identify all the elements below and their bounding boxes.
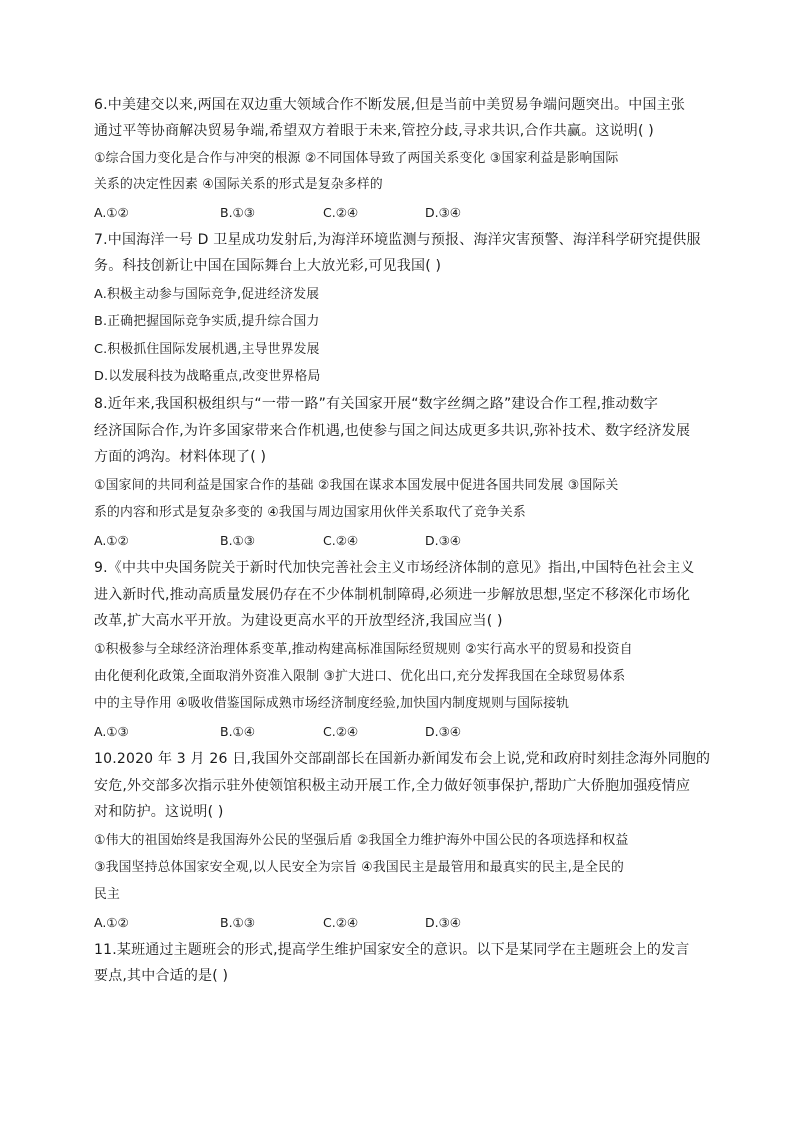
q7-option-a: A.积极主动参与国际竞争,促进经济发展 [94,287,320,302]
q8-stem-line-3: 方面的鸿沟。材料体现了( ) [94,449,267,465]
q9-choice-a: A.①③ [94,724,129,739]
q6-choice-d: D.③④ [425,205,462,220]
q7-option-b: B.正确把握国际竞争实质,提升综合国力 [94,314,320,329]
q8-stem-line-2: 经济国际合作,为许多国家带来合作机遇,也使参与国之间达成更多共识,弥补技术、数字经济发展 [94,423,691,439]
q10-stem-line-3: 对和防护。这说明( ) [94,804,224,820]
q6-choice-c: C.②④ [323,205,359,220]
q9-choice-b: B.①④ [220,724,255,739]
q8-statement-line-1: ①国家间的共同利益是国家合作的基础 ②我国在谋求本国发展中促进各国共同发展 ③国际关 [94,478,619,493]
q8-choice-b: B.①③ [220,533,255,548]
q8-choice-a: A.①② [94,533,129,548]
q10-choice-a: A.①② [94,915,129,930]
q9-stem-line-1: 9.《中共中央国务院关于新时代加快完善社会主义市场经济体制的意见》指出,中国特色社会主义 [94,560,695,576]
q7-option-c: C.积极抓住国际发展机遇,主导世界发展 [94,342,320,357]
q10-statement-line-2: ③我国坚持总体国家安全观,以人民安全为宗旨 ④我国民主是最管用和最真实的民主,是全民的 [94,860,625,875]
q10-choice-c: C.②④ [323,915,359,930]
q11-stem-line-1: 11.某班通过主题班会的形式,提高学生维护国家安全的意识。以下是某同学在主题班会上的发言 [94,942,690,958]
q10-stem-line-2: 安危,外交部多次指示驻外使领馆积极主动开展工作,全力做好领事保护,帮助广大侨胞加强疫情应 [94,778,691,794]
q8-statement-line-2: 系的内容和形式是复杂多变的 ④我国与周边国家用伙伴关系取代了竞争关系 [94,505,526,520]
q8-choice-c: C.②④ [323,533,359,548]
q6-choice-b: B.①③ [220,205,255,220]
q10-choice-d: D.③④ [425,915,462,930]
q9-stem-line-2: 进入新时代,推动高质量发展仍存在不少体制机制障碍,必须进一步解放思想,坚定不移深化市场化 [94,587,691,603]
q6-stem-line-2: 通过平等协商解决贸易争端,希望双方着眼于未来,管控分歧,寻求共识,合作共赢。这说明( ) [94,123,654,139]
q6-statement-line-2: 关系的决定性因素 ④国际关系的形式是复杂多样的 [94,177,383,192]
q10-statement-line-1: ①伟大的祖国始终是我国海外公民的坚强后盾 ②我国全力维护海外中国公民的各项选择和权益 [94,833,629,848]
q9-statement-line-2: 由化便利化政策,全面取消外资准入限制 ③扩大进口、优化出口,充分发挥我国在全球贸易体系 [94,669,626,684]
q10-statement-line-3: 民主 [94,887,120,902]
q11-stem-line-2: 要点,其中合适的是( ) [94,968,229,984]
q9-choice-c: C.②④ [323,724,359,739]
q7-stem-line-2: 务。科技创新让中国在国际舞台上大放光彩,可见我国( ) [94,258,442,274]
q8-choice-d: D.③④ [425,533,462,548]
q9-choice-d: D.③④ [425,724,462,739]
q6-statement-line-1: ①综合国力变化是合作与冲突的根源 ②不同国体导致了两国关系变化 ③国家利益是影响国际 [94,151,619,166]
q7-option-d: D.以发展科技为战略重点,改变世界格局 [94,369,321,384]
q9-statement-line-1: ①积极参与全球经济治理体系变革,推动构建高标准国际经贸规则 ②实行高水平的贸易和投资自 [94,642,633,657]
q8-stem-line-1: 8.近年来,我国积极组织与“一带一路”有关国家开展“数字丝绸之路”建设合作工程,推动数字 [94,396,659,412]
q10-stem-line-1: 10.2020 年 3 月 26 日,我国外交部副部长在国新办新闻发布会上说,党和政府时刻挂念海外同胞的 [94,751,711,767]
q6-choice-a: A.①② [94,205,129,220]
q10-choice-b: B.①③ [220,915,255,930]
q6-stem-line-1: 6.中美建交以来,两国在双边重大领域合作不断发展,但是当前中美贸易争端问题突出。中国主张 [94,97,686,113]
q9-stem-line-3: 改革,扩大高水平开放。为建设更高水平的开放型经济,我国应当( ) [94,613,503,629]
q9-statement-line-3: 中的主导作用 ④吸收借鉴国际成熟市场经济制度经验,加快国内制度规则与国际接轨 [94,696,570,711]
q7-stem-line-1: 7.中国海洋一号 D 卫星成功发射后,为海洋环境监测与预报、海洋灾害预警、海洋科学研究提供服 [94,232,701,248]
